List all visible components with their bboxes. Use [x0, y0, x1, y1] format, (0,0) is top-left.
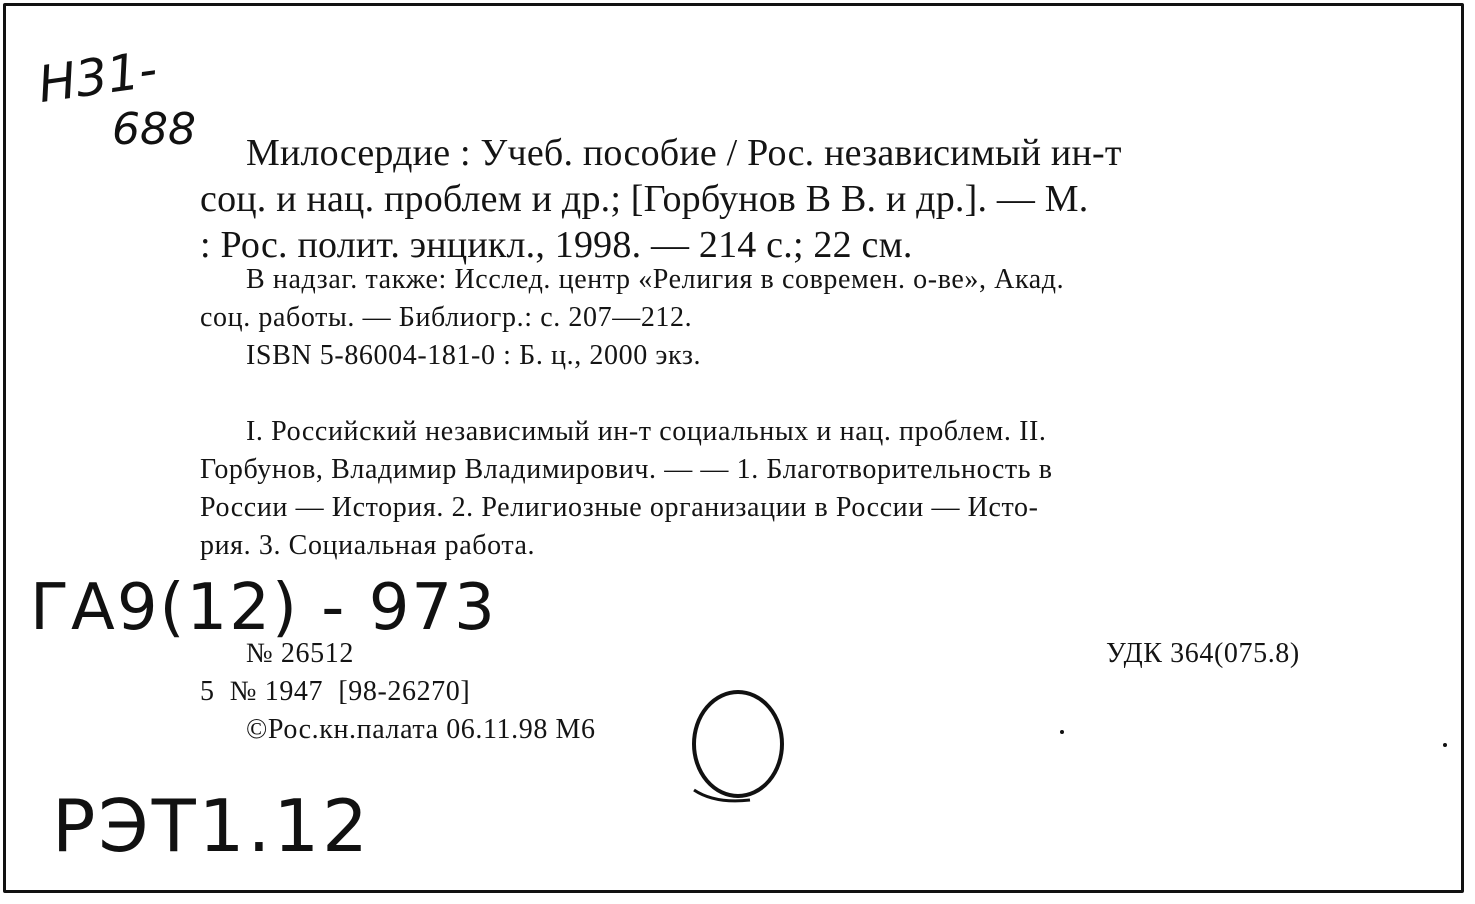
title-line-1: Милосердие : Учеб. пособие / Рос. независимый ин-т: [246, 132, 1122, 174]
handwritten-code-bottom: 688: [112, 104, 196, 155]
note-line-2: соц. работы. — Библиогр.: с. 207—212.: [200, 302, 693, 333]
subject-line-1: I. Российский независимый ин-т социальных и нац. проблем. II.: [246, 416, 1047, 447]
title-line-3: : Рос. полит. энцикл., 1998. — 214 с.; 22 см.: [200, 224, 913, 266]
copyright-line: ©Рос.кн.палата 06.11.98 М6: [246, 714, 596, 745]
hand-drawn-circle: [694, 692, 782, 796]
title-line-2: соц. и нац. проблем и др.; [Горбунов В В. и др.]. — М.: [200, 178, 1089, 220]
handwritten-bottom-mark: РЭТ1.12: [52, 784, 371, 868]
handwritten-shelf-mark: ГА9(12) - 973: [30, 571, 497, 645]
subject-line-3: России — История. 2. Религиозные организации в России — Исто-: [200, 492, 1039, 523]
issue-number: 5 № 1947 [98-26270]: [200, 676, 471, 707]
speck-dot: [1060, 730, 1064, 734]
speck-dot: [1443, 743, 1447, 747]
handwritten-code-top: Н31-: [34, 39, 161, 115]
record-number: № 26512: [246, 638, 354, 669]
isbn-line: ISBN 5-86004-181-0 : Б. ц., 2000 экз.: [246, 340, 702, 371]
subject-line-4: рия. 3. Социальная работа.: [200, 530, 536, 561]
subject-line-2: Горбунов, Владимир Владимирович. — — 1. Благотворительность в: [200, 454, 1053, 485]
udc-code: УДК 364(075.8): [1106, 638, 1300, 669]
note-line-1: В надзаг. также: Исслед. центр «Религия в современ. о-ве», Акад.: [246, 264, 1065, 295]
